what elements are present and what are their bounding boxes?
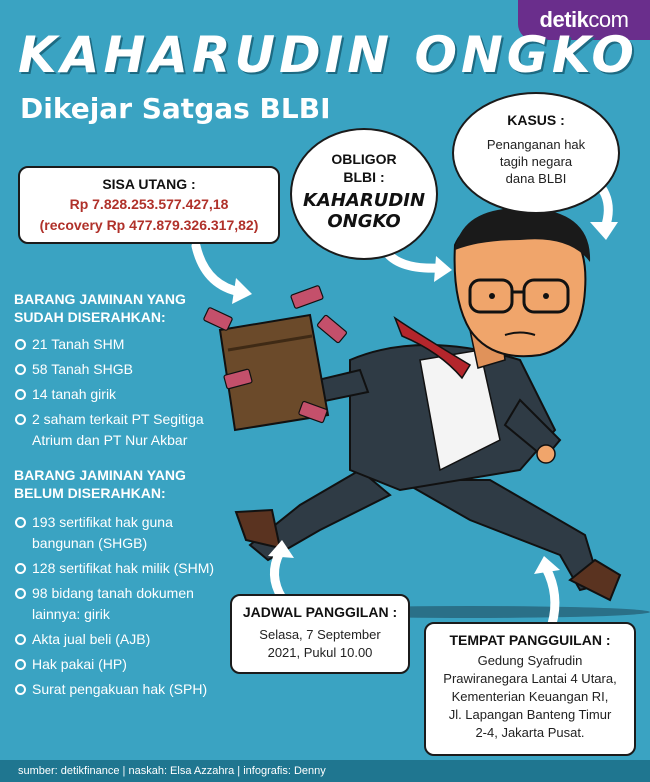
back-shoe: [236, 510, 280, 548]
kasus-line-3: dana BLBI: [505, 171, 567, 186]
collateral-pending-list: [14, 512, 234, 704]
arrow-debt-head: [232, 278, 252, 304]
money-1: [291, 285, 324, 308]
footer-credits: sumber: detikfinance | naskah: Elsa Azzahra | infografis: Denny: [0, 760, 650, 782]
schedule-heading: JADWAL PANGGILAN :: [242, 604, 398, 620]
list-item: 193 sertifikat hak guna bangunan (SHGB): [14, 512, 234, 554]
collateral-pending-heading: BARANG JAMINAN YANG BELUM DISERAHKAN:: [14, 467, 186, 501]
schedule-line-1: Selasa, 7 September: [259, 627, 381, 642]
page-title: KAHARUDIN ONGKO: [18, 26, 638, 84]
collateral-given-list: [14, 334, 234, 455]
eye-right: [543, 293, 549, 299]
money-2: [203, 307, 232, 331]
list-item: 21 Tanah SHM: [14, 334, 234, 355]
page-subtitle: Dikejar Satgas BLBI: [20, 92, 331, 125]
list-item: 58 Tanah SHGB: [14, 359, 234, 380]
list-item: 2 saham terkait PT Segitiga Atrium dan PT Nur Akbar: [14, 409, 234, 451]
list-item: Akta jual beli (AJB): [14, 629, 234, 650]
collateral-given-heading: BARANG JAMINAN YANG SUDAH DISERAHKAN:: [14, 291, 186, 325]
obligor-heading-1: OBLIGOR: [331, 151, 397, 167]
location-line-1: Gedung Syafrudin: [477, 653, 583, 668]
front-hand: [537, 445, 555, 463]
arrow-jadwal: [274, 552, 282, 598]
location-heading: TEMPAT PANGGUILAN :: [449, 632, 611, 648]
kasus-heading: KASUS :: [507, 112, 565, 128]
arrow-tempat-head: [534, 556, 560, 574]
front-leg: [400, 480, 600, 590]
eye-left: [489, 293, 495, 299]
money-3: [317, 315, 347, 344]
debt-box: [18, 166, 280, 244]
location-line-3: Kementerian Keuangan RI,: [451, 689, 609, 704]
kasus-bubble: [452, 92, 620, 214]
location-line-5: 2-4, Jakarta Pusat.: [475, 725, 585, 740]
obligor-bubble: [290, 128, 438, 260]
detikcom-logo: detikcom: [518, 0, 650, 40]
location-line-2: Prawiranegara Lantai 4 Utara,: [443, 671, 617, 686]
schedule-line-2: 2021, Pukul 10.00: [267, 645, 373, 660]
location-line-4: Jl. Lapangan Banteng Timur: [448, 707, 612, 722]
debt-amount: Rp 7.828.253.577.427,18: [69, 196, 229, 212]
schedule-box: [230, 594, 410, 674]
list-item: 98 bidang tanah dokumen lainnya: girik: [14, 583, 234, 625]
debt-heading: SISA UTANG :: [102, 176, 196, 192]
arrow-debt: [196, 246, 240, 292]
kasus-line-2: tagih negara: [499, 154, 573, 169]
kasus-line-1: Penanganan hak: [486, 137, 586, 152]
obligor-name-2: ONGKO: [327, 211, 401, 232]
obligor-name-1: KAHARUDIN: [302, 190, 426, 211]
list-item: 128 sertifikat hak milik (SHM): [14, 558, 234, 579]
list-item: Hak pakai (HP): [14, 654, 234, 675]
location-box: [424, 622, 636, 756]
arrow-kasus-head: [590, 222, 618, 240]
arrow-obligor-head: [434, 256, 452, 282]
obligor-heading-2: BLBI :: [343, 169, 385, 185]
list-item: Surat pengakuan hak (SPH): [14, 679, 234, 700]
list-item: 14 tanah girik: [14, 384, 234, 405]
debt-recovery: (recovery Rp 477.879.326.317,82): [39, 217, 259, 233]
